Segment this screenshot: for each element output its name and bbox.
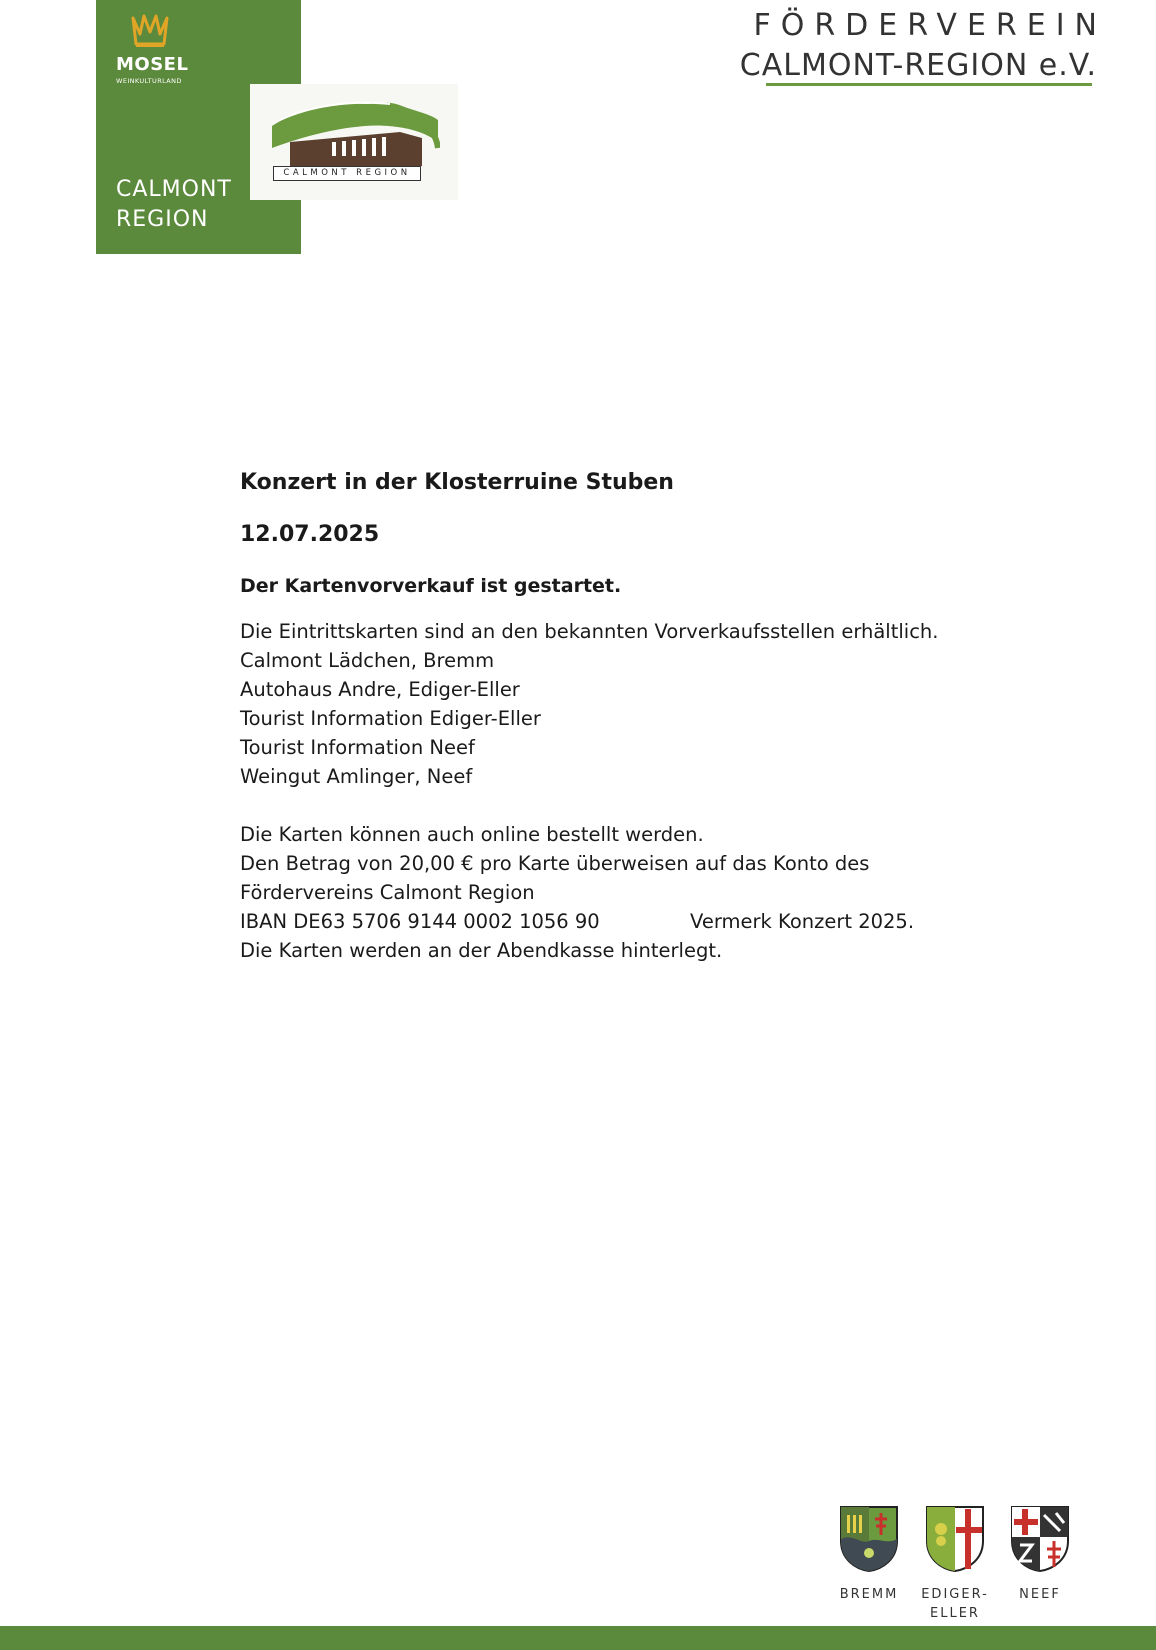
outlet-item: Tourist Information Ediger-Eller [240,707,541,730]
mosel-subtitle: WEINKULTURLAND [116,77,182,85]
payment-text-line2: Fördervereins Calmont Region [240,881,535,904]
vineyard-ruin-illustration [270,98,440,168]
bremm-coat-of-arms-icon [839,1505,899,1573]
ediger-eller-label-line1: EDIGER- [921,1587,989,1602]
outlet-item: Autohaus Andre, Ediger-Eller [240,678,520,701]
neef-label: NEEF [1019,1587,1061,1602]
outlet-item: Weingut Amlinger, Neef [240,765,473,788]
calmont-region-badge [250,84,458,200]
org-title-line2: CALMONT-REGION e.V. [739,48,1097,83]
outlet-item: Calmont Lädchen, Bremm [240,649,495,672]
neef-coat-of-arms-icon [1010,1505,1070,1573]
iban-reference-note: Vermerk Konzert 2025. [690,910,915,933]
region-badge-label: CALMONT REGION [273,166,421,181]
ediger-eller-coat-of-arms-icon [925,1505,985,1573]
region-word: REGION [116,207,209,232]
intro-text: Die Eintrittskarten sind an den bekannten Vorverkaufsstellen erhältlich. [240,620,939,643]
org-title [739,6,1107,86]
mosel-wordmark: MOSEL [116,54,189,75]
crown-icon [130,12,170,50]
bremm-label: BREMM [839,1587,899,1602]
online-order-text: Die Karten können auch online bestellt werden. [240,823,704,846]
calmont-word: CALMONT [116,177,232,202]
outlet-item: Tourist Information Neef [240,736,475,759]
iban-text: IBAN DE63 5706 9144 0002 1056 90 [240,910,600,933]
payment-text-line1: Den Betrag von 20,00 € pro Karte überweisen auf das Konto des [240,852,870,875]
letter-title: Konzert in der Klosterruine Stuben [240,470,674,495]
org-title-underline [766,83,1092,86]
footer-green-bar [0,1626,1156,1650]
ediger-eller-label [918,1585,992,1623]
event-date: 12.07.2025 [240,522,380,547]
org-title-line1: FÖRDERVEREIN [753,8,1107,43]
pickup-text: Die Karten werden an der Abendkasse hinterlegt. [240,939,723,962]
ediger-eller-label-line2: ELLER [930,1606,980,1621]
calmont-region-wordmark [116,175,232,235]
presale-announcement: Der Kartenvorverkauf ist gestartet. [240,575,622,597]
